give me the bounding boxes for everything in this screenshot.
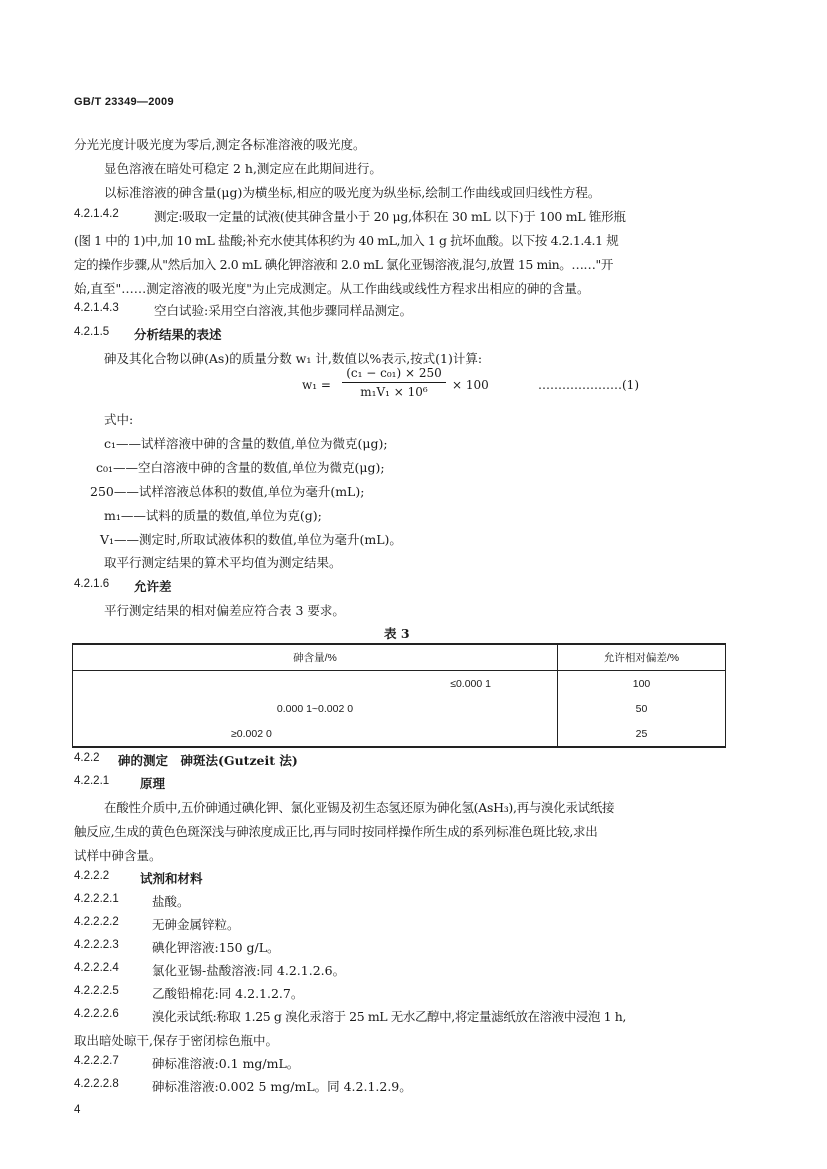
text-line: (图 1 中的 1)中,加 10 mL 盐酸;补充水使其体积约为 40 mL,加入 1 g 抗坏血酸。以下按 4.2.1.4.1 规: [74, 233, 619, 248]
table-header-cell: 砷含量/%: [73, 644, 558, 671]
clause-number: 4.2.1.6: [74, 578, 110, 590]
reagent-text: 溴化汞试纸:称取 1.25 g 溴化汞溶于 25 mL 无水乙醇中,将定量滤纸放在溶液中浸泡 1 h,: [152, 1009, 626, 1024]
standard-number: GB/T 23349—2009: [74, 96, 174, 108]
text-line: 在酸性介质中,五价砷通过碘化钾、氯化亚锡及初生态氢还原为砷化氢(AsH₃),再与溴化汞试纸接: [104, 800, 615, 815]
equation-number: …………………(1): [538, 378, 639, 392]
clause-title: 允许差: [134, 579, 172, 594]
clause-number: 4.2.2.2.6: [74, 1008, 119, 1020]
clause-number: 4.2.2.1: [74, 775, 110, 787]
table-cell: 100: [558, 671, 726, 697]
clause-number: 4.2.2.2.4: [74, 962, 119, 974]
equation-lhs: w₁ =: [302, 378, 331, 392]
clause-number: 4.2.2.2.8: [74, 1078, 119, 1090]
table-cell: ≤0.000 1: [73, 671, 558, 697]
table-cell: 50: [558, 696, 726, 721]
clause-title: 试剂和材料: [140, 871, 203, 886]
text-line: 砷及其化合物以砷(As)的质量分数 w₁ 计,数值以%表示,按式(1)计算:: [104, 351, 483, 366]
clause-number: 4.2.2.2: [74, 870, 110, 882]
text-line: 定的操作步骤,从"然后加入 2.0 mL 碘化钾溶液和 2.0 mL 氯化亚锡溶液,混匀,放置 15 min。……"开: [74, 257, 613, 272]
text-line: 分光光度计吸光度为零后,测定各标准溶液的吸光度。: [74, 137, 366, 152]
definition-line: m₁——试料的质量的数值,单位为克(g);: [104, 508, 322, 523]
reagent-text: 砷标准溶液:0.002 5 mg/mL。同 4.2.1.2.9。: [152, 1079, 412, 1094]
text-line: 空白试验:采用空白溶液,其他步骤同样品测定。: [154, 303, 413, 318]
clause-number: 4.2.1.4.2: [74, 208, 119, 220]
clause-number: 4.2.2.2.5: [74, 985, 119, 997]
text-line: 测定:吸取一定量的试液(使其砷含量小于 20 μg,体积在 30 mL 以下)于 100 mL 锥形瓶: [154, 209, 626, 224]
clause-number: 4.2.2.2.7: [74, 1055, 119, 1067]
page-number: 4: [74, 1104, 81, 1116]
table-cell: 25: [558, 721, 726, 747]
table-row: [73, 721, 726, 747]
text-line: 始,直至"……测定溶液的吸光度"为止完成测定。从工作曲线或线性方程求出相应的砷的含量。: [74, 281, 590, 296]
definition-line: c₀₁——空白溶液中砷的含量的数值,单位为微克(μg);: [96, 460, 385, 475]
where-label: 式中:: [104, 412, 134, 427]
table-header-cell: 允许相对偏差/%: [558, 644, 726, 671]
definition-line: 250——试样溶液总体积的数值,单位为毫升(mL);: [90, 484, 365, 499]
reagent-text: 碘化钾溶液:150 g/L。: [152, 940, 280, 955]
reagent-text: 盐酸。: [152, 894, 190, 909]
equation-fraction: [342, 366, 446, 399]
text-line: 试样中砷含量。: [74, 848, 162, 863]
equation-denominator: m₁V₁ × 10⁶: [360, 385, 428, 399]
reagent-text: 无砷金属锌粒。: [152, 917, 240, 932]
clause-number: 4.2.1.4.3: [74, 302, 119, 314]
table-header-row: [73, 644, 726, 671]
text-line: 平行测定结果的相对偏差应符合表 3 要求。: [104, 603, 345, 618]
table-3: [72, 643, 726, 748]
definition-line: c₁——试样溶液中砷的含量的数值,单位为微克(μg);: [104, 436, 388, 451]
text-line: 以标准溶液的砷含量(μg)为横坐标,相应的吸光度为纵坐标,绘制工作曲线或回归线性方程。: [104, 185, 601, 200]
text-line: 触反应,生成的黄色色斑深浅与砷浓度成正比,再与同时按同样操作所生成的系列标准色斑比较,求出: [74, 824, 598, 839]
definition-line: V₁——测定时,所取试液体积的数值,单位为毫升(mL)。: [100, 532, 402, 547]
clause-number: 4.2.2: [74, 752, 100, 764]
table-row: [73, 671, 726, 697]
clause-number: 4.2.2.2.1: [74, 893, 119, 905]
clause-title: 砷的测定 砷斑法(Gutzeit 法): [118, 753, 298, 768]
reagent-text: 乙酸铅棉花:同 4.2.1.2.7。: [152, 986, 304, 1001]
text-line: 显色溶液在暗处可稳定 2 h,测定应在此期间进行。: [104, 161, 382, 176]
table-cell: 0.000 1~0.002 0: [73, 696, 558, 721]
reagent-text: 砷标准溶液:0.1 mg/mL。: [152, 1056, 300, 1071]
clause-number: 4.2.2.2.3: [74, 939, 119, 951]
clause-title: 分析结果的表述: [134, 327, 222, 342]
clause-number: 4.2.1.5: [74, 326, 110, 338]
table-row: [73, 696, 726, 721]
clause-title: 原理: [140, 776, 166, 791]
table-caption: 表 3: [384, 626, 410, 641]
reagent-text-continued: 取出暗处晾干,保存于密闭棕色瓶中。: [74, 1033, 278, 1048]
equation-tail: × 100: [452, 378, 489, 392]
equation-numerator: (c₁ − c₀₁) × 250: [346, 366, 442, 380]
text-line: 取平行测定结果的算术平均值为测定结果。: [104, 555, 342, 570]
clause-number: 4.2.2.2.2: [74, 916, 119, 928]
reagent-text: 氯化亚锡-盐酸溶液:同 4.2.1.2.6。: [152, 963, 346, 978]
table-cell: ≥0.002 0: [73, 721, 558, 747]
